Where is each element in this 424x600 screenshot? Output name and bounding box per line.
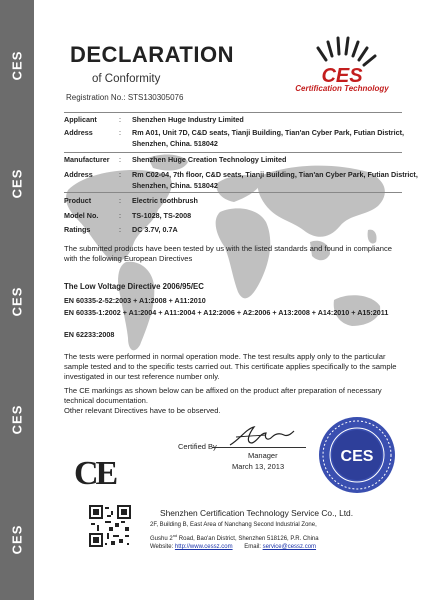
issue-date: March 13, 2013 [232,462,285,471]
strip-label: CES [9,524,25,555]
website-link[interactable]: http://www.cessz.com [174,544,233,550]
divider [64,112,402,113]
email-link[interactable]: service@cessz.com [262,544,317,550]
directive-title: The Low Voltage Directive 2006/95/EC [64,282,204,291]
logo-tagline: Certification Technology [295,84,389,93]
ces-seal-icon [316,414,398,496]
document-title: DECLARATION [70,42,234,67]
side-strip [0,0,34,600]
strip-label: CES [9,286,25,317]
test-statement: The tests were performed in normal operation mode. The test results apply only to the particular sample tested and to the specific tests carried out. This certificate applies specifically to the sample investigated in our test reference number only. [64,352,397,382]
ce-marking-statement: The CE markings as shown below can be affixed on the product after preparation of necessary technical documentation. [64,386,382,406]
certified-by-label: Certified By [178,442,217,451]
strip-label: CES [9,168,25,199]
svg-text:CES: CES [321,65,363,87]
signer-title: Manager [248,451,278,460]
issuer-address-line: 2F, Building B, East Area of Nanchang Second Industrial Zone, [150,522,317,528]
standard-item: EN 62233:2008 [64,330,115,339]
issuer-company-name: Shenzhen Certification Technology Service Co., Ltd. [160,508,354,518]
divider [64,192,402,193]
ce-mark: CE [74,455,116,492]
other-directives-note: Other relevant Directives have to be observed. [64,406,221,415]
issuer-contact: Website: http://www.cessz.com Email: service@cessz.com [150,544,317,550]
svg-text:CES: CES [340,448,374,465]
document-subtitle: of Conformity [92,73,161,85]
standard-item: EN 60335-2-52:2003 + A1:2008 + A11:2010 [64,296,206,305]
issuer-address-line: Gushu 2nd Road, Bao'an District, Shenzhen 518126, P.R. China [150,533,319,542]
registration-number: Registration No.: STS130305076 [66,93,184,102]
signature-line [212,447,306,448]
strip-label: CES [9,50,25,81]
compliance-intro: The submitted products have been tested by us with the listed standards and found in compliance with the following European Directives [64,244,392,264]
strip-label: CES [9,404,25,435]
qr-code-icon [89,505,131,547]
standard-item: EN 60335-1:2002 + A1:2004 + A11:2004 + A12:2006 + A2:2006 + A13:2008 + A14:2010 + A15:2011 [64,308,389,317]
divider [64,152,402,153]
